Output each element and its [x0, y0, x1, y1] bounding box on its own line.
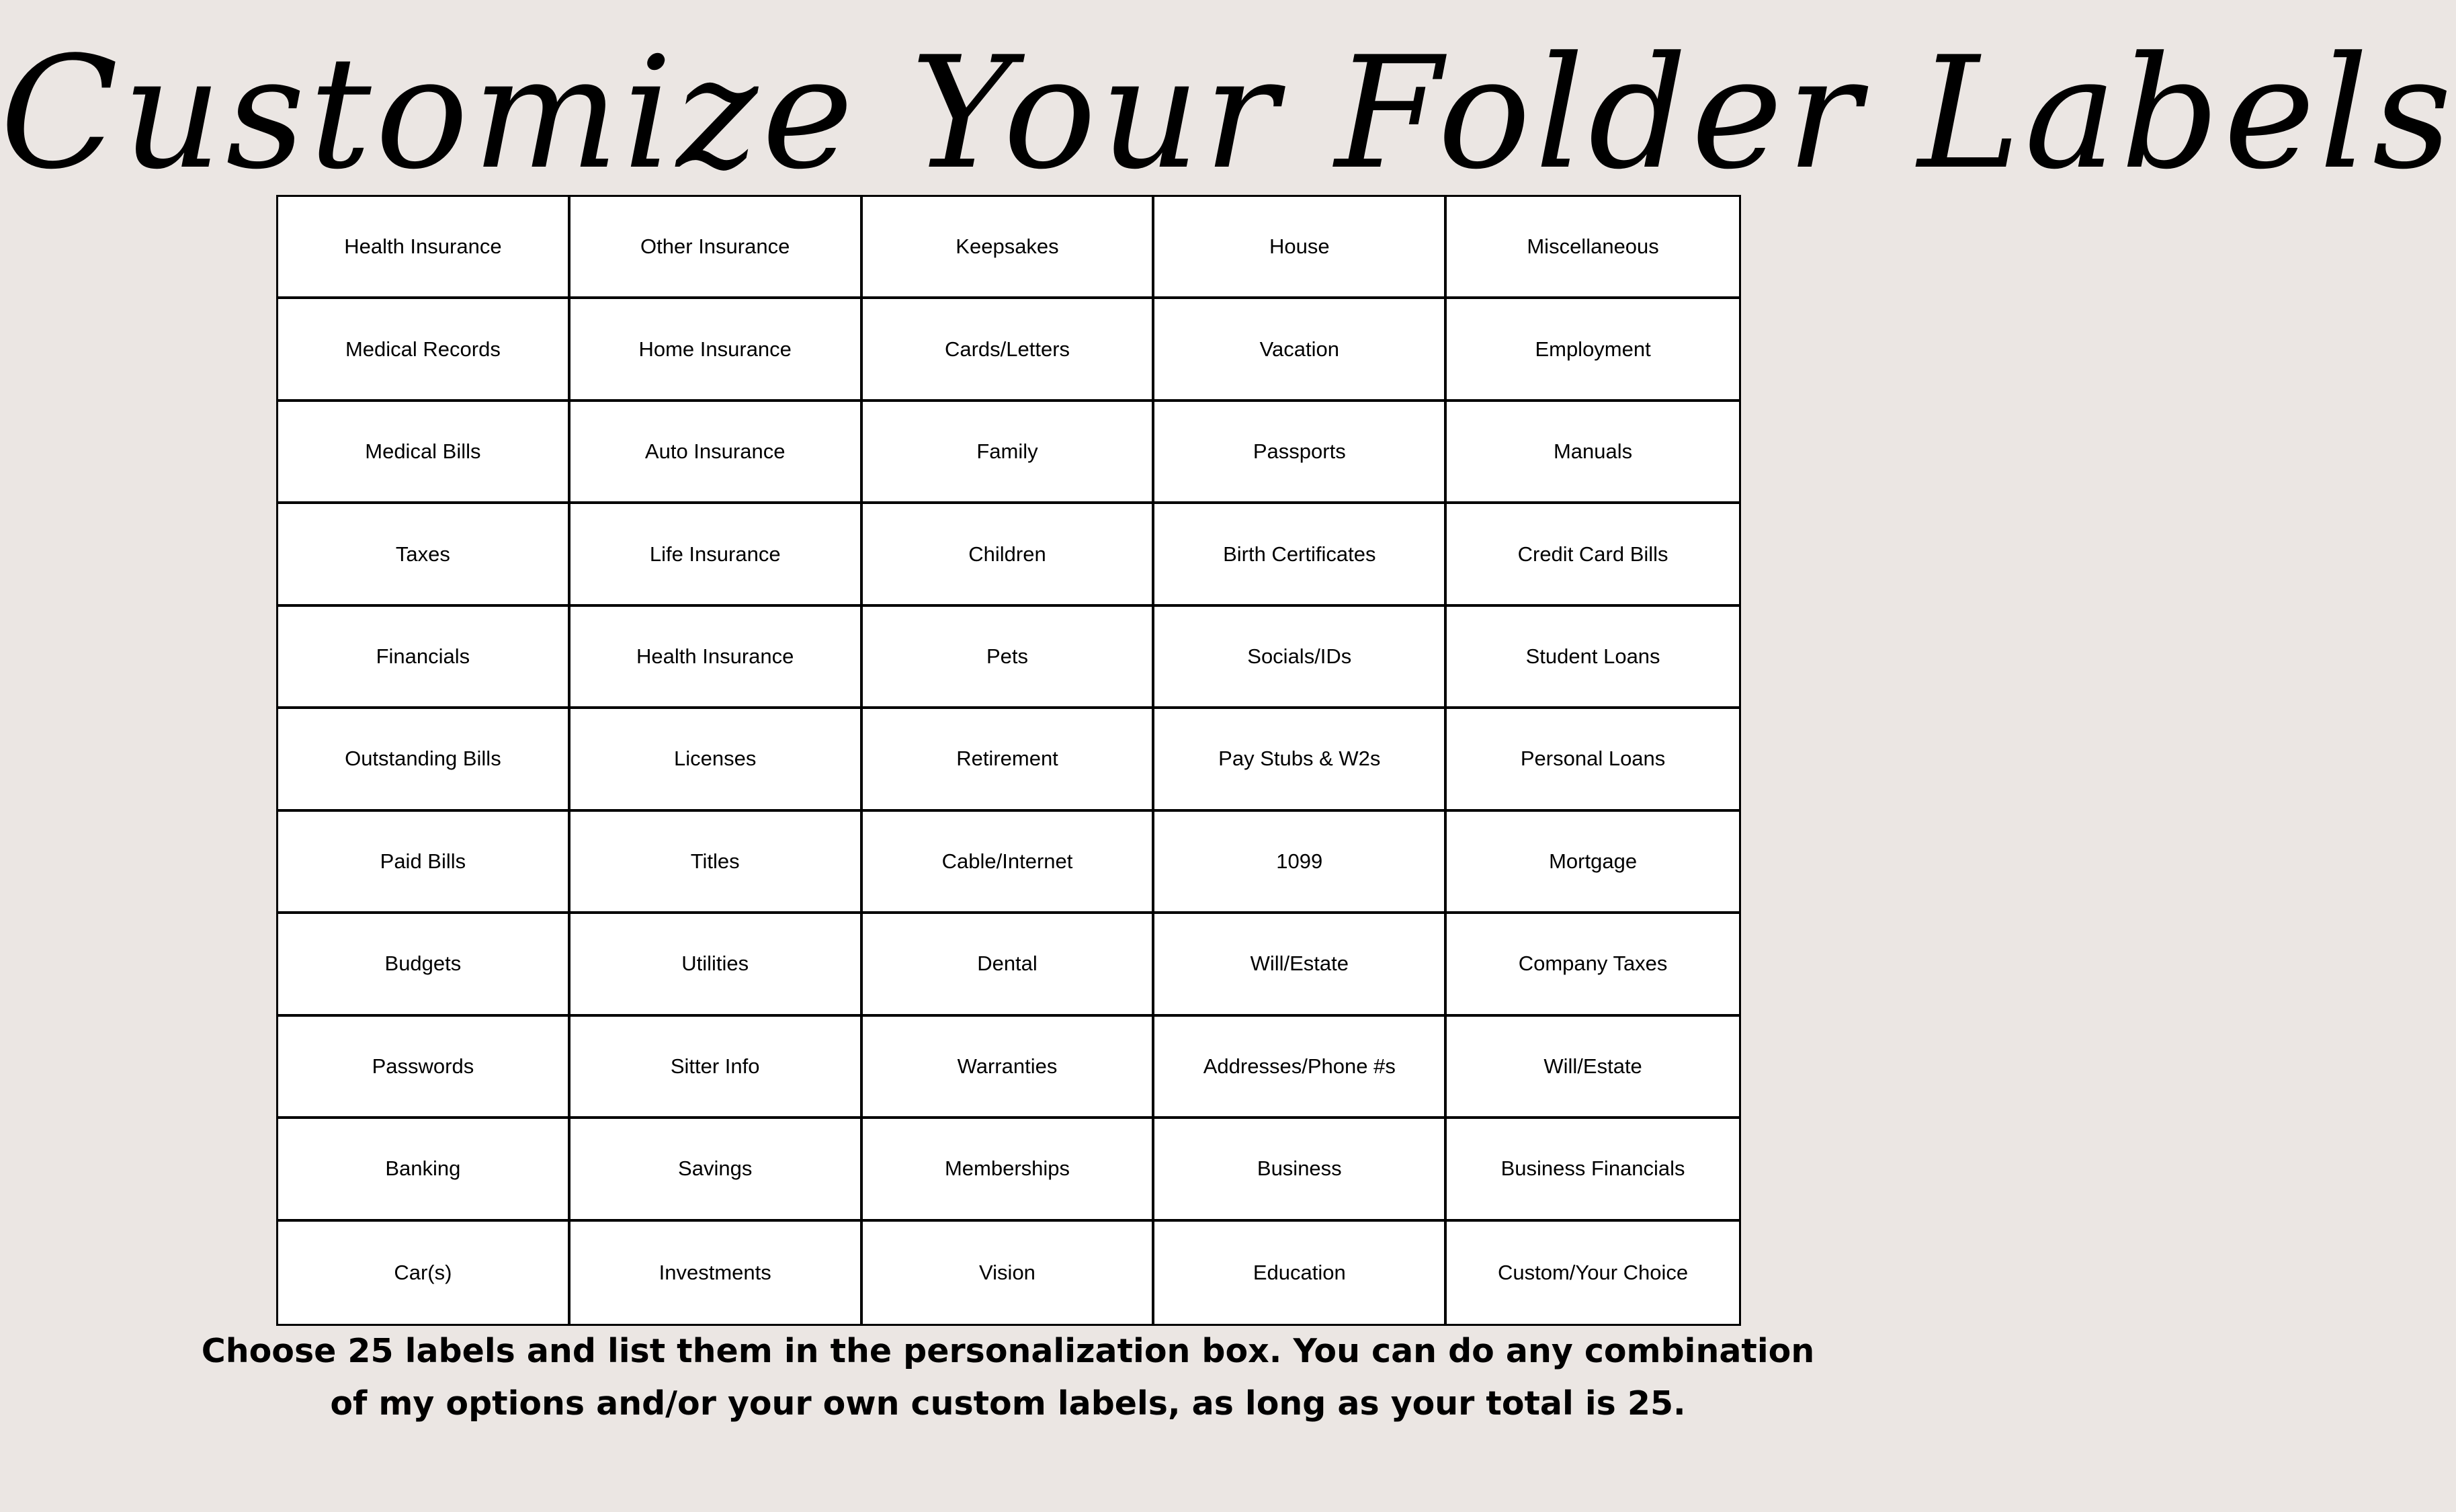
label-cell: Pets [863, 607, 1155, 709]
label-cell: Education [1154, 1222, 1447, 1324]
label-cell: Other Insurance [570, 197, 863, 299]
label-cell: Birth Certificates [1154, 504, 1447, 606]
label-cell: Car(s) [278, 1222, 570, 1324]
label-cell: Home Insurance [570, 299, 863, 401]
instructions-text [0, 1325, 2016, 1430]
label-cell: Budgets [278, 914, 570, 1016]
label-cell: Sitter Info [570, 1017, 863, 1119]
label-cell: Will/Estate [1154, 914, 1447, 1016]
instructions-line-2: of my options and/or your own custom labels, as long as your total is 25. [330, 1384, 1686, 1423]
label-cell: Vacation [1154, 299, 1447, 401]
label-cell: Health Insurance [570, 607, 863, 709]
label-cell: Addresses/Phone #s [1154, 1017, 1447, 1119]
label-cell: Life Insurance [570, 504, 863, 606]
label-cell: Licenses [570, 709, 863, 811]
label-cell: Socials/IDs [1154, 607, 1447, 709]
label-cell: Business [1154, 1119, 1447, 1221]
label-cell: Medical Records [278, 299, 570, 401]
label-cell: Miscellaneous [1447, 197, 1739, 299]
label-cell: Medical Bills [278, 402, 570, 504]
label-cell: Business Financials [1447, 1119, 1739, 1221]
label-cell: Cards/Letters [863, 299, 1155, 401]
label-cell: Auto Insurance [570, 402, 863, 504]
label-cell: Paid Bills [278, 812, 570, 914]
label-cell: Personal Loans [1447, 709, 1739, 811]
label-cell: Will/Estate [1447, 1017, 1739, 1119]
label-cell: Investments [570, 1222, 863, 1324]
label-cell: Titles [570, 812, 863, 914]
label-cell: Cable/Internet [863, 812, 1155, 914]
label-cell: Student Loans [1447, 607, 1739, 709]
folder-labels-table [276, 195, 1741, 1326]
label-cell: Mortgage [1447, 812, 1739, 914]
label-cell: Savings [570, 1119, 863, 1221]
label-cell: Outstanding Bills [278, 709, 570, 811]
label-cell: Pay Stubs & W2s [1154, 709, 1447, 811]
label-cell: Financials [278, 607, 570, 709]
label-cell: Retirement [863, 709, 1155, 811]
label-cell: Utilities [570, 914, 863, 1016]
label-cell: Custom/Your Choice [1447, 1222, 1739, 1324]
label-cell: Health Insurance [278, 197, 570, 299]
label-cell: Credit Card Bills [1447, 504, 1739, 606]
label-cell: Family [863, 402, 1155, 504]
label-cell: Banking [278, 1119, 570, 1221]
label-cell: Children [863, 504, 1155, 606]
label-cell: Manuals [1447, 402, 1739, 504]
label-cell: Keepsakes [863, 197, 1155, 299]
page-title: Customize Your Folder Labels [0, 24, 2456, 204]
label-cell: Memberships [863, 1119, 1155, 1221]
label-cell: House [1154, 197, 1447, 299]
label-cell: Passports [1154, 402, 1447, 504]
label-cell: 1099 [1154, 812, 1447, 914]
label-cell: Taxes [278, 504, 570, 606]
label-cell: Passwords [278, 1017, 570, 1119]
label-cell: Vision [863, 1222, 1155, 1324]
label-cell: Dental [863, 914, 1155, 1016]
label-cell: Warranties [863, 1017, 1155, 1119]
label-cell: Employment [1447, 299, 1739, 401]
instructions-line-1: Choose 25 labels and list them in the personalization box. You can do any combination [201, 1332, 1815, 1370]
label-cell: Company Taxes [1447, 914, 1739, 1016]
